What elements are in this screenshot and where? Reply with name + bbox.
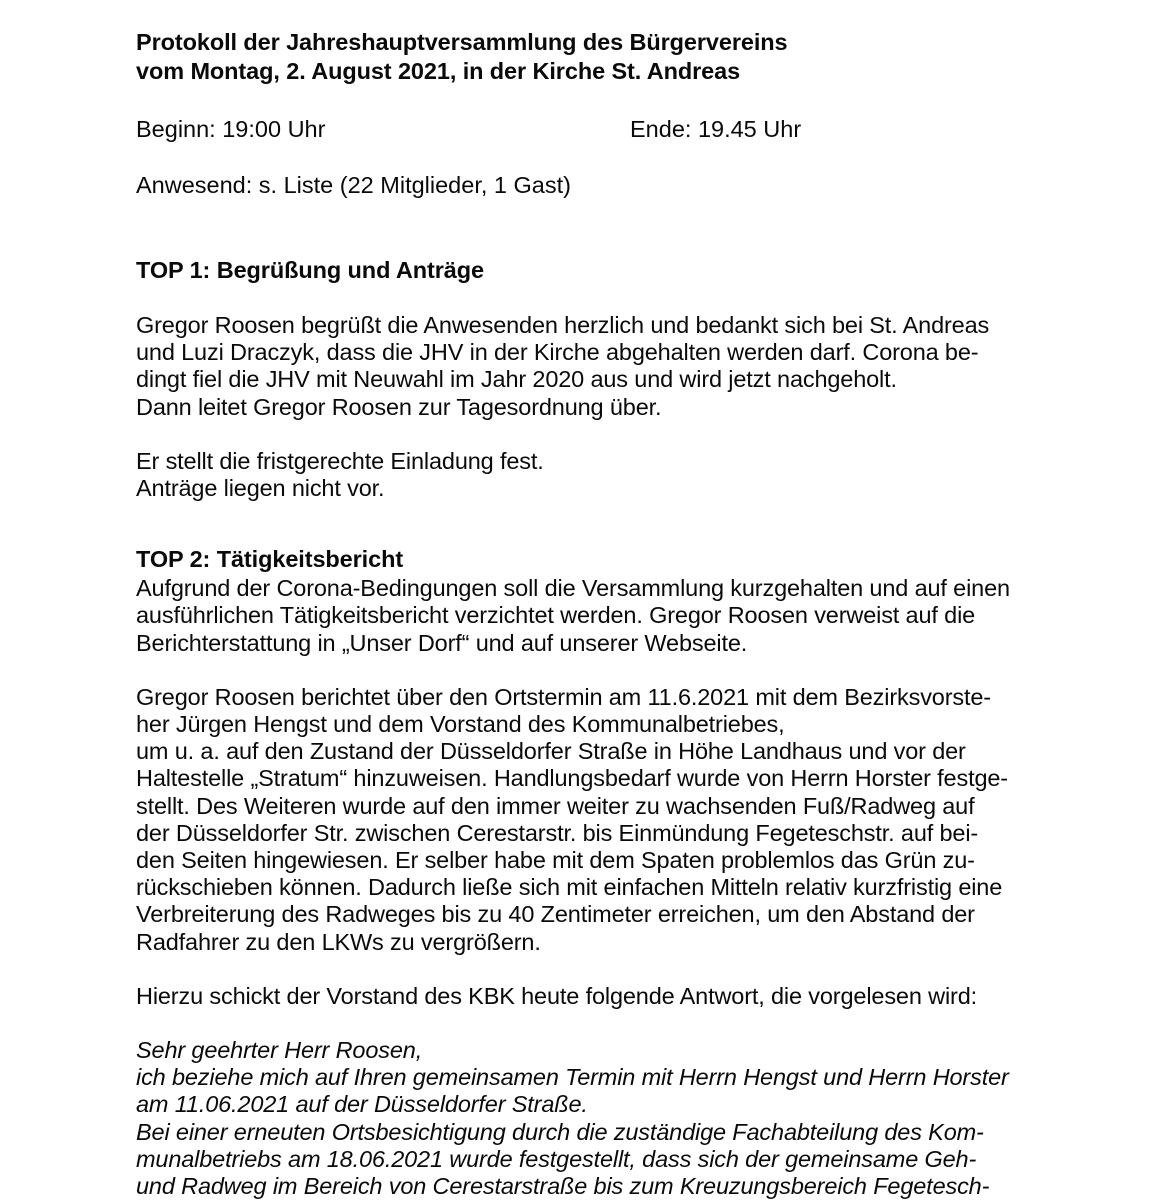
meeting-time-row	[136, 114, 1045, 144]
top1-paragraph-1	[136, 312, 1045, 421]
text-line: Berichterstattung in „Unser Dorf“ und auf unserer Webseite.	[136, 629, 748, 656]
top2-paragraph-3	[136, 983, 1045, 1010]
top2-paragraph-1	[136, 575, 1045, 657]
text-line: stellt. Des Weiteren wurde auf den immer weiter zu wachsenden Fuß/Radweg auf	[136, 792, 975, 819]
top2-paragraph-2	[136, 684, 1045, 956]
text-line: Er stellt die fristgerechte Einladung fest.	[136, 447, 544, 474]
text-line: den Seiten hingewiesen. Er selber habe mit dem Spaten problemlos das Grün zu-	[136, 847, 975, 874]
meeting-start-time: Beginn: 19:00 Uhr	[136, 116, 326, 142]
kbk-letter-quote	[136, 1037, 1045, 1200]
text-line: her Jürgen Hengst und dem Vorstand des Kommunalbetriebes,	[136, 711, 785, 738]
text-line: Radfahrer zu den LKWs zu vergrößern.	[136, 928, 541, 955]
text-line: ich beziehe mich auf Ihren gemeinsamen Termin mit Herrn Hengst und Herrn Horster	[136, 1064, 1009, 1091]
text-line: Haltestelle „Stratum“ hinzuweisen. Handlungsbedarf wurde von Herrn Horster festge-	[136, 765, 1008, 792]
document-title-line-1: Protokoll der Jahreshauptversammlung des Bürgervereins	[136, 29, 788, 55]
text-line: Anträge liegen nicht vor.	[136, 475, 385, 502]
text-line: rückschieben können. Dadurch ließe sich mit einfachen Mitteln relativ kurzfristig eine	[136, 874, 1003, 901]
section-heading-top2: TOP 2: Tätigkeitsbericht	[136, 546, 404, 573]
meeting-end-time: Ende: 19.45 Uhr	[630, 116, 802, 142]
top1-paragraph-2	[136, 448, 1045, 502]
document-title-line-2: vom Montag, 2. August 2021, in der Kirche St. Andreas	[136, 58, 741, 84]
document-title	[136, 28, 1045, 86]
text-line: der Düsseldorfer Str. zwischen Cerestarstr. bis Einmündung Fegeteschstr. auf bei-	[136, 819, 979, 846]
text-line: dingt fiel die JHV mit Neuwahl im Jahr 2020 aus und wird jetzt nachgeholt.	[136, 366, 897, 393]
text-line: munalbetriebs am 18.06.2021 wurde festgestellt, dass sich der gemeinsame Geh-	[136, 1145, 977, 1172]
text-line: und Radweg im Bereich von Cerestarstraße bis zum Kreuzungsbereich Fegetesch-	[136, 1173, 990, 1200]
text-line: um u. a. auf den Zustand der Düsseldorfer Straße in Höhe Landhaus und vor der	[136, 738, 966, 765]
text-line: und Luzi Draczyk, dass die JHV in der Kirche abgehalten werden darf. Corona be-	[136, 339, 979, 366]
text-line: Hierzu schickt der Vorstand des KBK heute folgende Antwort, die vorgelesen wird:	[136, 982, 977, 1009]
text-line: Aufgrund der Corona-Bedingungen soll die Versammlung kurzgehalten und auf einen	[136, 575, 1010, 602]
text-line: ausführlichen Tätigkeitsbericht verzichtet werden. Gregor Roosen verweist auf die	[136, 602, 976, 629]
attendees-line: Anwesend: s. Liste (22 Mitglieder, 1 Gast)	[136, 172, 571, 198]
text-line: am 11.06.2021 auf der Düsseldorfer Straße.	[136, 1091, 588, 1118]
text-line: Dann leitet Gregor Roosen zur Tagesordnung über.	[136, 393, 662, 420]
text-line: Gregor Roosen begrüßt die Anwesenden herzlich und bedankt sich bei St. Andreas	[136, 312, 990, 338]
text-line: Sehr geehrter Herr Roosen,	[136, 1037, 423, 1064]
text-line: Bei einer erneuten Ortsbesichtigung durch die zuständige Fachabteilung des Kom-	[136, 1118, 984, 1145]
text-line: Gregor Roosen berichtet über den Ortstermin am 11.6.2021 mit dem Bezirksvorste-	[136, 683, 991, 710]
text-line: Verbreiterung des Radweges bis zu 40 Zentimeter erreichen, um den Abstand der	[136, 901, 975, 928]
section-heading-top1: TOP 1: Begrüßung und Anträge	[136, 257, 484, 283]
